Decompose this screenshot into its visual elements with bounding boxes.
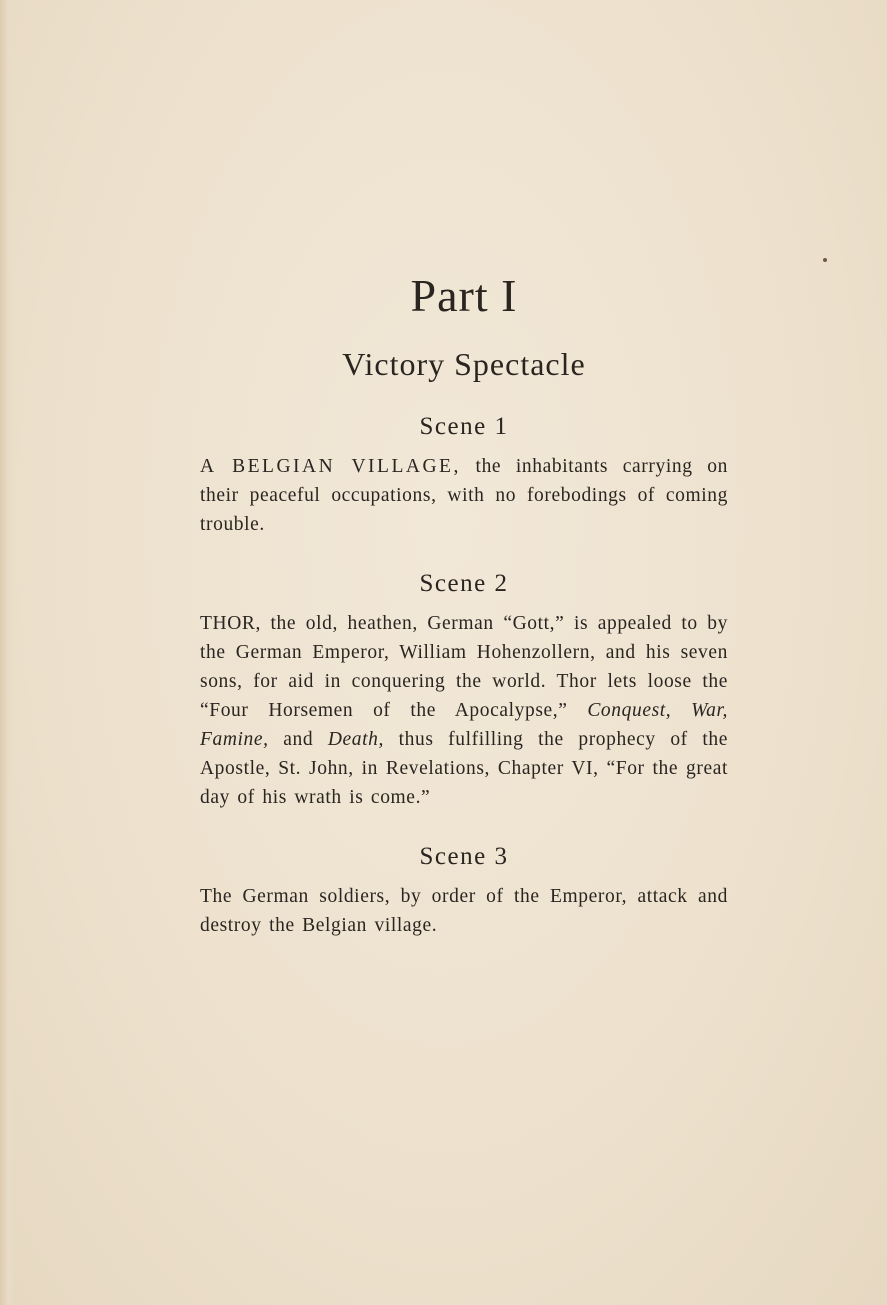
page-edge-shadow xyxy=(0,0,14,1305)
scene-2-body-b: and xyxy=(268,729,328,750)
scene-2-text xyxy=(200,609,728,812)
scene-2-heading: Scene 2 xyxy=(419,570,509,597)
page-content xyxy=(200,268,728,968)
scene-2-italic-b: Death, xyxy=(327,729,384,750)
scene-2-body-c: thus fulfilling the prophecy of the Apostle, St. John, in Revelations, Chapter VI, “For the great day of his wrath is come.” xyxy=(200,729,729,808)
scene-3-text: The German soldiers, by order of the Emperor, attack and destroy the Belgian village. xyxy=(200,886,728,936)
part-subtitle: Victory Spectacle xyxy=(342,346,586,382)
part-title: Part I xyxy=(410,270,518,321)
scene-3-heading: Scene 3 xyxy=(419,843,509,870)
scene-1-body: the inhabitants carrying on their peaceful occupations, with no forebodings of coming trouble. xyxy=(200,456,728,535)
scene-1-text xyxy=(200,452,728,539)
scene-2-italic-a: Conquest, War, Famine, xyxy=(200,700,728,750)
scene-2-lead: THOR, xyxy=(200,613,261,634)
scene-1-heading: Scene 1 xyxy=(419,413,509,440)
ink-speck xyxy=(823,258,827,262)
scene-2-body-a: the old, heathen, German “Gott,” is appealed to by the German Emperor, William Hohenzollern, and his seven sons, for aid in conquering the world. Thor lets loose the “Four Horsemen of the Apocalypse,” xyxy=(200,613,728,721)
scene-1-lead: A BELGIAN VILLAGE, xyxy=(200,456,461,477)
